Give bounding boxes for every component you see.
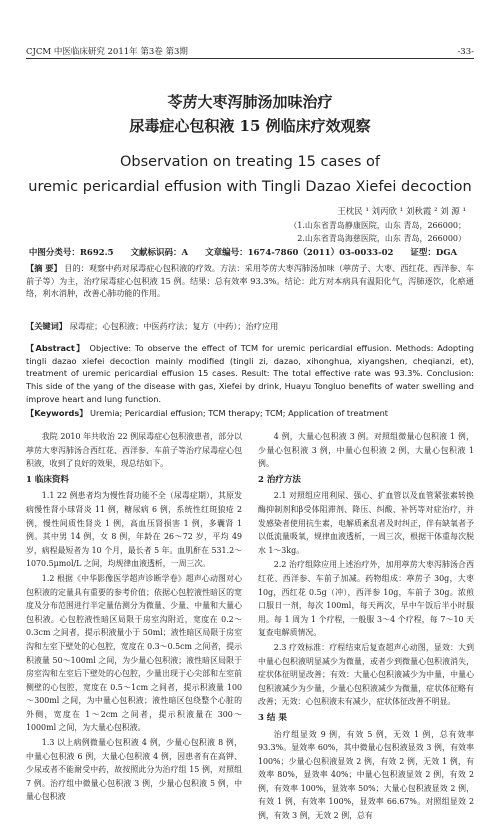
keywords-zh-text: 尿毒症；心包积液；中医药疗法；复方（中药）；治疗应用 <box>69 321 279 331</box>
authors: 王枕民 ¹ 刘丙欣 ¹ 刘秋霞 ² 刘 源 ¹ <box>337 207 466 217</box>
paragraph-1-1: 1.1 22 例患者均为慢性肾功能不全（尿毒症期），其原发病慢性肾小球肾炎 11 例，糖尿病 6 例，系统性红斑狼疮 2 例，慢性间质性肾炎 1 例，高血压肾损害 1 例，多囊肾 1 例。其中男 14 例，女 8 例，年龄在 26～72 岁，平均 49 岁，病程最短者为 10 个月，最长者 5 年。血肌酐在 531.2～1070.5μmol/L 之间，均规律血液透析，一周三次。 <box>26 491 242 569</box>
section-heading-1: 1 临床资料 <box>26 474 69 485</box>
paragraph-2-3: 2.3 疗效标准：疗程结束后复查超声心动图，显效：大到中量心包积液明显减少为微量，或者少到微量心包积液消失，症状体征明显改善；有效：大量心包积液减少为中量，中量心包积液减少为少量，少量心包积液减少为微量，症状体征略有改善；无效：心包积液未有减少，症状体征改善不明显。 <box>258 642 474 707</box>
paragraph-3-results: 治疗组显效 9 例，有效 5 例，无效 1 例，总有效率 93.3%。显效率 60%，其中微量心包积液显效 3 例，有效率 100%；少量心包积液显效 2 例，有效 2 例，无效 1 例，有效率 80%，显效率 40%；中量心包积液显效 2 例，有效 2 例，有效率 100%，显效率 50%；大量心包积液显效 2 例，有效 1 例，有效率 100%，显效率 66.67%。对照组显效 2 例，有效 3 例，无效 2 例，总有 <box>258 729 474 821</box>
keywords-zh <box>26 320 474 333</box>
title-en-line2: uremic pericardial effusion with Tingli Dazao Xiefei decoction <box>28 179 472 195</box>
doc-code: 文献标识码：A <box>130 248 189 258</box>
keywords-en-text: Uremia; Pericardial effusion; TCM therapy; TCM; Application of treatment <box>90 408 388 418</box>
section-heading-2: 2 治疗方法 <box>258 474 301 485</box>
abstract-en-text: Objective: To observe the effect of TCM for uremic pericardial effusion. Methods: Adopting tingli dazao xiefei decoction mainly modified (tingli zi, dazao, xihonghua, xiyangshen, cheqianzi, et), treatment of uremic pericardial effusion 15 cases. Result: The total effective rate was 93.3%. Conclusion: This side of the yang of the disease with gas, Xiefei by drink, Huayu Tongluo benefits of water swelling and improve heart and lung function. <box>26 343 474 404</box>
paragraph-1-3-cont: 4 例，大量心包积液 3 例。对照组微量心包积液 1 例，少量心包积液 3 例，中量心包积液 2 例，大量心包积液 1 例。 <box>258 432 474 469</box>
paragraph-1-2: 1.2 根据《中华影像医学超声诊断学卷》超声心动图对心包积液的定量具有重要的参考价值；依据心包腔液性暗区的宽度及分布范围进行半定量估测分为微量、少量、中量和大量心包积液。心包腔液性暗区局限于房室沟附近，宽度在 0.2～0.3cm 之间者，提示积液量小于 50ml；液性暗区局限于房室沟和左室下壁处的心包腔，宽度在 0.3～0.5cm 之间者，提示积液量 50～100ml 之间，为少量心包积液；液性暗区局限于房室沟和左室后下壁处的心包腔，少量出现于心尖部和左室前侧壁的心包腔，宽度在 0.5～1cm 之间者，提示积液量 100～300ml 之间，为中量心包积液；液性暗区包绕整个心脏的外侧，宽度在 1～2cm 之间者，提示积液量在 300～1000ml 之间，为大量心包积液。 <box>26 573 242 733</box>
abstract-zh <box>26 262 474 300</box>
title-en-line1: Observation on treating 15 cases of <box>120 154 380 170</box>
running-header <box>26 46 474 59</box>
section-heading-3: 3 结 果 <box>258 712 287 723</box>
cert-type: 证型：DGA <box>410 248 458 258</box>
article-meta <box>26 247 474 259</box>
paragraph-2-1: 2.1 对照组应用利尿、强心、扩血管以及血管紧张素转换酶抑制剂和β受体阻滞剂、降压、纠酸、补钙等对症治疗，并发感染者使用抗生素，电解质紊乱者及时纠正，伴有缺氧者予以低流量吸氧，规律血液透析，一周三次，根据干体重每次脱水 1～3kg。 <box>258 491 474 555</box>
article-number: 文章编号：1674-7860（2011）03-0033-02 <box>205 248 394 258</box>
keywords-en-label: 【Keywords】 <box>26 408 88 418</box>
title-zh-line2: 尿毒症心包积液 15 例临床疗效观察 <box>129 117 371 135</box>
intro-paragraph: 我院 2010 年共收治 22 例尿毒症心包积液患者，部分以葶苈大枣泻肺汤合西红花、西洋参、车前子等治疗尿毒症心包积液，收到了良好的效果，现总结如下。 <box>26 432 242 469</box>
body-column-right <box>258 430 474 824</box>
abstract-zh-label: 【摘 要】 <box>26 263 62 273</box>
page-number: -33- <box>457 47 474 57</box>
affiliation-1: （1.山东省青岛静康医院，山东 青岛，266000； <box>289 221 466 230</box>
body-column-left <box>26 430 242 805</box>
journal-name: CJCM 中医临床研究 2011年 第3卷 第3期 <box>26 47 188 57</box>
paragraph-2-2: 2.2 治疗组除应用上述治疗外，加用葶苈大枣泻肺汤合西红花、西洋参、车前子加减。药物组成：葶苈子 30g，大枣 10g，西红花 0.5g（冲），西洋参 10g，车前子 30g。浓煎口服日一剂，每次 100ml，每天两次，早中午饭后半小时服用。每 1 周为 1 个疗程，一般服 3～4 个疗程，每 7～10 天复查电解质情况。 <box>258 560 474 638</box>
clc-number: 中图分类号：R692.5 <box>28 248 114 258</box>
abstract-zh-text: 目的：观察中药对尿毒症心包积液的疗效。方法：采用苓苈大枣泻肺汤加味（葶苈子、大枣、西红花、西洋参、车前子等）为主，治疗尿毒症心包积液 15 例。结果：总有效率 93.3%。结论：此方对本病具有温阳化气，泻肺逐饮，化瘀通络，利水消肿，改善心肺功能的作用。 <box>26 263 474 299</box>
affiliation-2: 2.山东省青岛海慈医院，山东 青岛，266000） <box>297 234 466 243</box>
keywords-zh-label: 【关键词】 <box>26 321 67 331</box>
keywords-en <box>26 407 474 420</box>
paragraph-1-3: 1.3 以上病例微量心包积液 4 例，少量心包积液 8 例，中量心包积液 6 例，大量心包积液 4 例，因患者有在高钾、少尿或者不能耐受中药，故按照此分为治疗组 15 例，对照组 7 例。治疗组中微量心包积液 3 例，少量心包积液 5 例，中量心包积液 <box>26 738 242 802</box>
title-zh-line1: 苓苈大枣泻肺汤加味治疗 <box>167 93 333 111</box>
abstract-en <box>26 342 474 406</box>
abstract-en-label: 【Abstract】 <box>26 343 86 353</box>
